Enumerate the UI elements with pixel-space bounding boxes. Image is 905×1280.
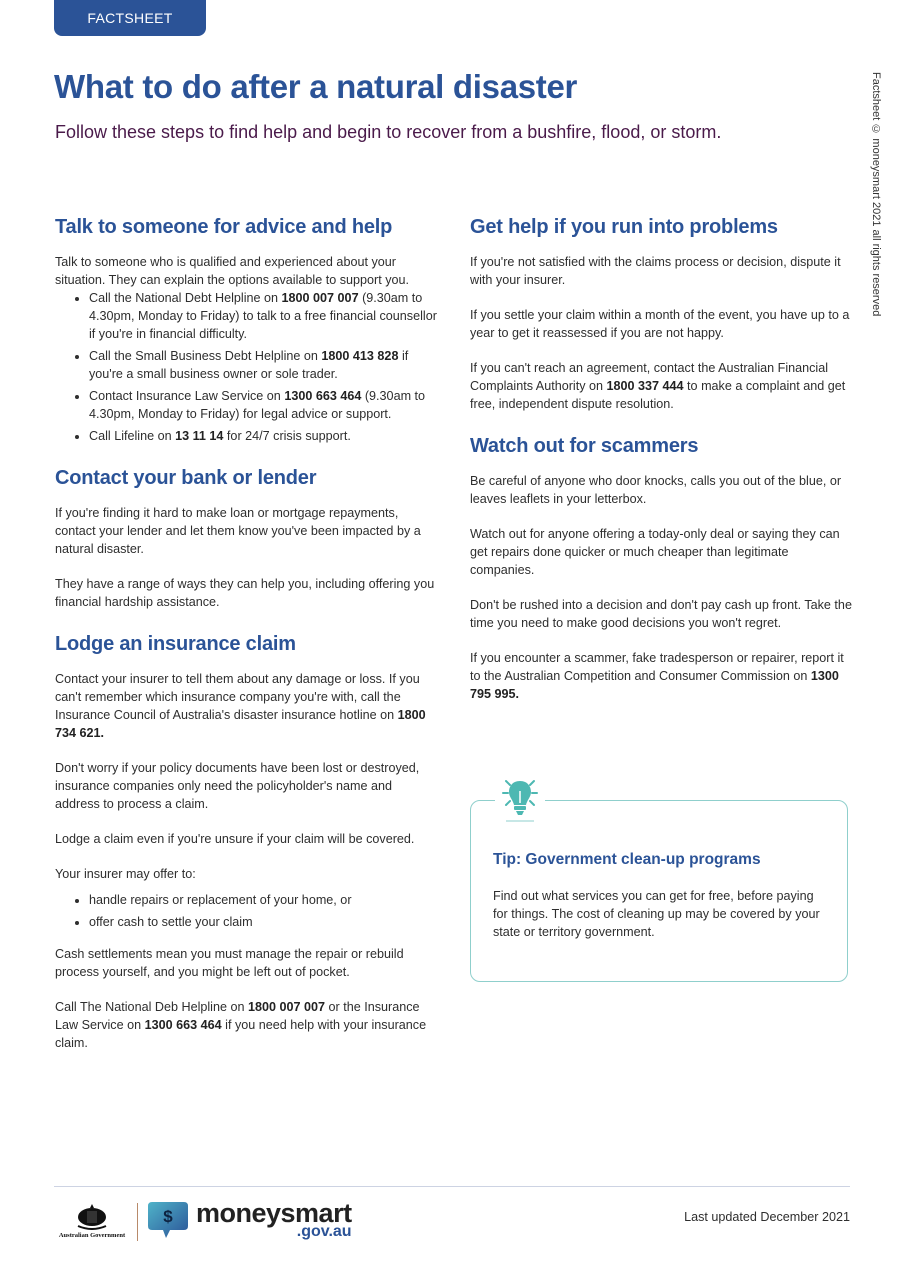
factsheet-badge: FACTSHEET xyxy=(54,0,206,36)
paragraph: Don't worry if your policy documents have been lost or destroyed, insurance companies only need the policyholder's name and address to process a claim. xyxy=(55,761,420,811)
paragraph: Talk to someone who is qualified and experienced about your situation. They can explain the options available to support you. xyxy=(55,255,410,287)
section-problems xyxy=(470,216,852,413)
paragraph: Lodge a claim even if you're unsure if your claim will be covered. xyxy=(55,832,415,846)
gov-label: Australian Government xyxy=(58,1232,126,1239)
paragraph: Cash settlements mean you must manage the repair or rebuild process yourself, and you might be left out of pocket. xyxy=(55,947,404,979)
paragraph: Don't be rushed into a decision and don't pay cash up front. Take the time you need to make good decisions you won't regret. xyxy=(470,598,852,630)
list-item: • offer cash to settle your claim xyxy=(89,913,437,931)
phone-number: 1800 734 621. xyxy=(55,708,426,740)
coat-of-arms-icon xyxy=(72,1202,112,1230)
section-heading: Get help if you run into problems xyxy=(470,216,778,238)
section-scammers xyxy=(470,435,852,703)
paragraph: If you encounter a scammer, fake tradesperson or repairer, report it to the Australian Competition and Consumer Commission on 1300 795 995. xyxy=(470,651,844,701)
svg-text:$: $ xyxy=(163,1207,173,1226)
paragraph: If you're finding it hard to make loan or mortgage repayments, contact your lender and let them know you've been impacted by a natural disaster. xyxy=(55,506,421,556)
section-heading: Contact your bank or lender xyxy=(55,467,317,489)
list-item: • Contact Insurance Law Service on 1300 663 464 (9.30am to 4.30pm, Monday to Friday) for legal advice or support. xyxy=(89,387,437,423)
phone-number: 1300 795 995. xyxy=(470,669,839,701)
tip-box xyxy=(470,800,848,982)
paragraph: Call The National Deb Helpline on 1800 007 007 or the Insurance Law Service on 1300 663 464 if you need help with your insurance claim. xyxy=(55,1000,427,1050)
tip-title: Tip: Government clean-up programs xyxy=(493,851,761,868)
phone-number: 1800 413 828 xyxy=(321,349,399,363)
list-item: • Call the National Debt Helpline on 1800 007 007 (9.30am to 4.30pm, Monday to Friday) to talk to a free financial counsellor if you're in financial difficulty. xyxy=(89,289,437,343)
phone-number: 1300 663 464 xyxy=(284,389,362,403)
last-updated: Last updated December 2021 xyxy=(684,1210,850,1224)
paragraph: Contact your insurer to tell them about any damage or loss. If you can't remember which insurance company you're with, call the Insurance Council of Australia's disaster insurance hotline on 1800 734 621. xyxy=(55,672,426,740)
section-heading: Talk to someone for advice and help xyxy=(55,216,393,238)
brand-name: moneysmart xyxy=(196,1198,352,1228)
section-heading: Lodge an insurance claim xyxy=(55,633,296,655)
phone-number: 1800 007 007 xyxy=(247,1000,326,1014)
paragraph: If you settle your claim within a month of the event, you have up to a year to get it reassessed if you are not happy. xyxy=(470,308,850,340)
paragraph: If you can't reach an agreement, contact the Australian Financial Complaints Authority on 1800 337 444 to make a complaint and get free, independent dispute resolution. xyxy=(470,361,846,411)
tip-body: Find out what services you can get for free, before paying for things. The cost of cleaning up may be covered by your state or territory government. xyxy=(493,889,820,939)
brand-domain: .gov.au xyxy=(296,1223,352,1240)
right-column xyxy=(470,216,852,725)
left-column xyxy=(55,216,437,1074)
helpline-list xyxy=(55,289,437,445)
paragraph: If you're not satisfied with the claims process or decision, dispute it with your insurer. xyxy=(470,255,841,287)
lightbulb-icon xyxy=(495,777,545,827)
footer-divider xyxy=(54,1186,850,1187)
list-item: • Call the Small Business Debt Helpline on 1800 413 828 if you're a small business owner or sole trader. xyxy=(89,347,437,383)
copyright-note: Factsheet © moneysmart 2021 all rights reserved xyxy=(870,72,882,317)
page-title: What to do after a natural disaster xyxy=(54,68,578,105)
logo-divider xyxy=(137,1203,138,1241)
australian-government-logo xyxy=(54,1202,130,1244)
phone-number: 1300 663 464 xyxy=(144,1018,222,1032)
section-talk xyxy=(55,216,437,445)
section-insurance xyxy=(55,633,437,1052)
section-bank xyxy=(55,467,437,611)
phone-number: 1800 337 444 xyxy=(606,379,684,393)
list-item: • Call Lifeline on 13 11 14 for 24/7 crisis support. xyxy=(89,427,437,445)
paragraph: Be careful of anyone who door knocks, calls you out of the blue, or leaves leaflets in your letterbox. xyxy=(470,474,842,506)
paragraph: They have a range of ways they can help you, including offering you financial hardship assistance. xyxy=(55,577,435,609)
moneysmart-logo xyxy=(146,1200,352,1240)
speech-bubble-dollar-icon xyxy=(146,1200,190,1240)
list-item: • handle repairs or replacement of your home, or xyxy=(89,891,437,909)
section-heading: Watch out for scammers xyxy=(470,435,699,457)
phone-number: 13 11 14 xyxy=(175,429,224,443)
paragraph: Watch out for anyone offering a today-only deal or saying they can get repairs done quicker or much cheaper than legitimate companies. xyxy=(470,527,840,577)
paragraph: Your insurer may offer to: xyxy=(55,867,196,881)
phone-number: 1800 007 007 xyxy=(281,291,359,305)
page-subtitle: Follow these steps to find help and begin to recover from a bushfire, flood, or storm. xyxy=(55,122,722,142)
offer-list xyxy=(55,891,437,931)
